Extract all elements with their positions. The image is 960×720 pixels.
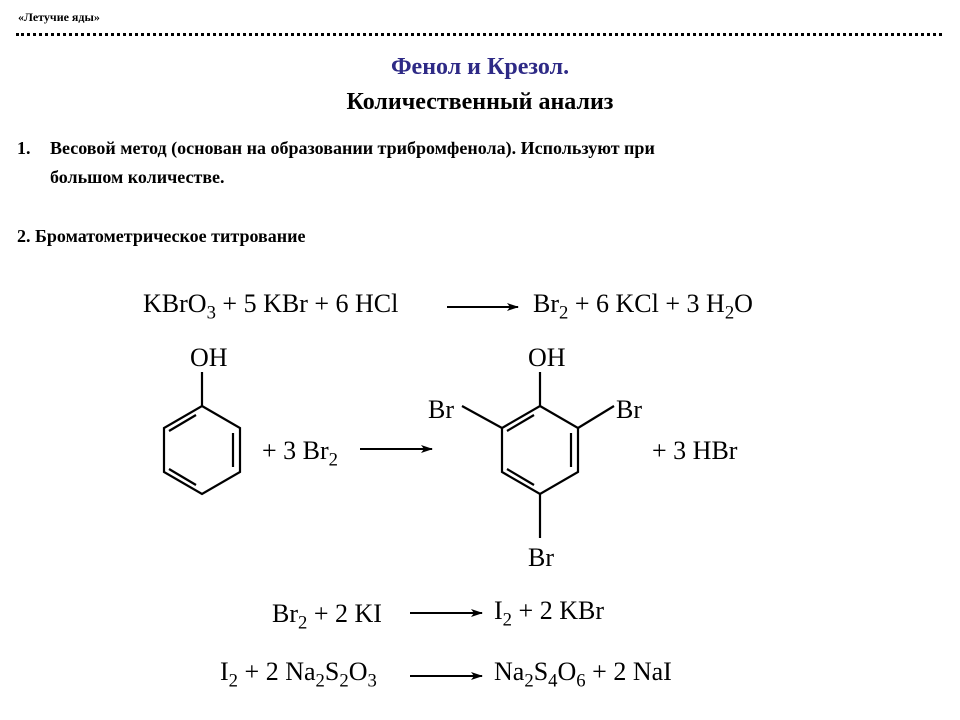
- r2-br: + 3 Br: [262, 436, 329, 465]
- product-br-right-label: Br: [616, 395, 642, 424]
- r4p-s3: 6: [576, 670, 586, 692]
- item2-heading: 2. Броматометрическое титрование: [17, 226, 306, 246]
- benzene-ring-icon: [502, 406, 578, 494]
- phenol-structure: [164, 372, 240, 494]
- tribromophenol-structure: [462, 372, 614, 538]
- item1-text-line1: Весовой метод (основан на образовании трибромфенола). Используют при: [50, 138, 655, 158]
- r4-na: + 2 Na: [238, 657, 316, 686]
- r4p-s: S: [533, 657, 549, 686]
- page-title: Фенол и Крезол.: [390, 54, 570, 80]
- r1p-mid: + 6 KCl + 3 H: [568, 289, 725, 318]
- benzene-ring-icon: [164, 406, 240, 494]
- r3-sub2: 2: [298, 612, 308, 634]
- r1-kbro: KBrO: [143, 289, 207, 318]
- r1p-br: Br: [533, 289, 559, 318]
- r4-o: O: [348, 657, 368, 686]
- r3p-i: I: [494, 596, 503, 625]
- r1p-sub2: 2: [559, 302, 569, 324]
- r4-i: I: [220, 657, 229, 686]
- product-br-left-label: Br: [428, 395, 454, 424]
- r3p-rest: + 2 KBr: [512, 596, 604, 625]
- r4p-s2: 4: [548, 670, 558, 692]
- r2-sub2: 2: [328, 449, 339, 471]
- page-subtitle: Количественный анализ: [346, 89, 614, 115]
- r4p-o: O: [557, 657, 577, 686]
- product-br-bottom-label: Br: [528, 543, 554, 572]
- r1p-o: O: [734, 289, 753, 318]
- header-title: «Летучие яды»: [18, 10, 100, 24]
- r4p-s1: 2: [524, 670, 534, 692]
- r1p-sub2b: 2: [724, 302, 735, 324]
- r4-s1: 2: [228, 670, 239, 692]
- r3-br: Br: [272, 599, 298, 628]
- r3p-sub2: 2: [502, 609, 513, 631]
- r3-rest: + 2 KI: [307, 599, 382, 628]
- phenol-oh-label: OH: [190, 343, 228, 372]
- item1-number: 1.: [17, 138, 31, 158]
- r1-rest: + 5 KBr + 6 HCl: [215, 289, 399, 318]
- r4p-na: Na: [494, 657, 525, 686]
- product-oh-label: OH: [528, 343, 566, 372]
- r4-s3: 2: [339, 670, 349, 692]
- r4-s: S: [324, 657, 340, 686]
- reaction2-byproduct: + 3 HBr: [652, 436, 738, 465]
- r4-s2: 2: [315, 670, 325, 692]
- r1-sub3: 3: [206, 302, 216, 324]
- r4p-rest: + 2 NaI: [585, 657, 672, 686]
- r4-s4: 3: [367, 670, 377, 692]
- item1-text-line2: большом количестве.: [50, 167, 225, 187]
